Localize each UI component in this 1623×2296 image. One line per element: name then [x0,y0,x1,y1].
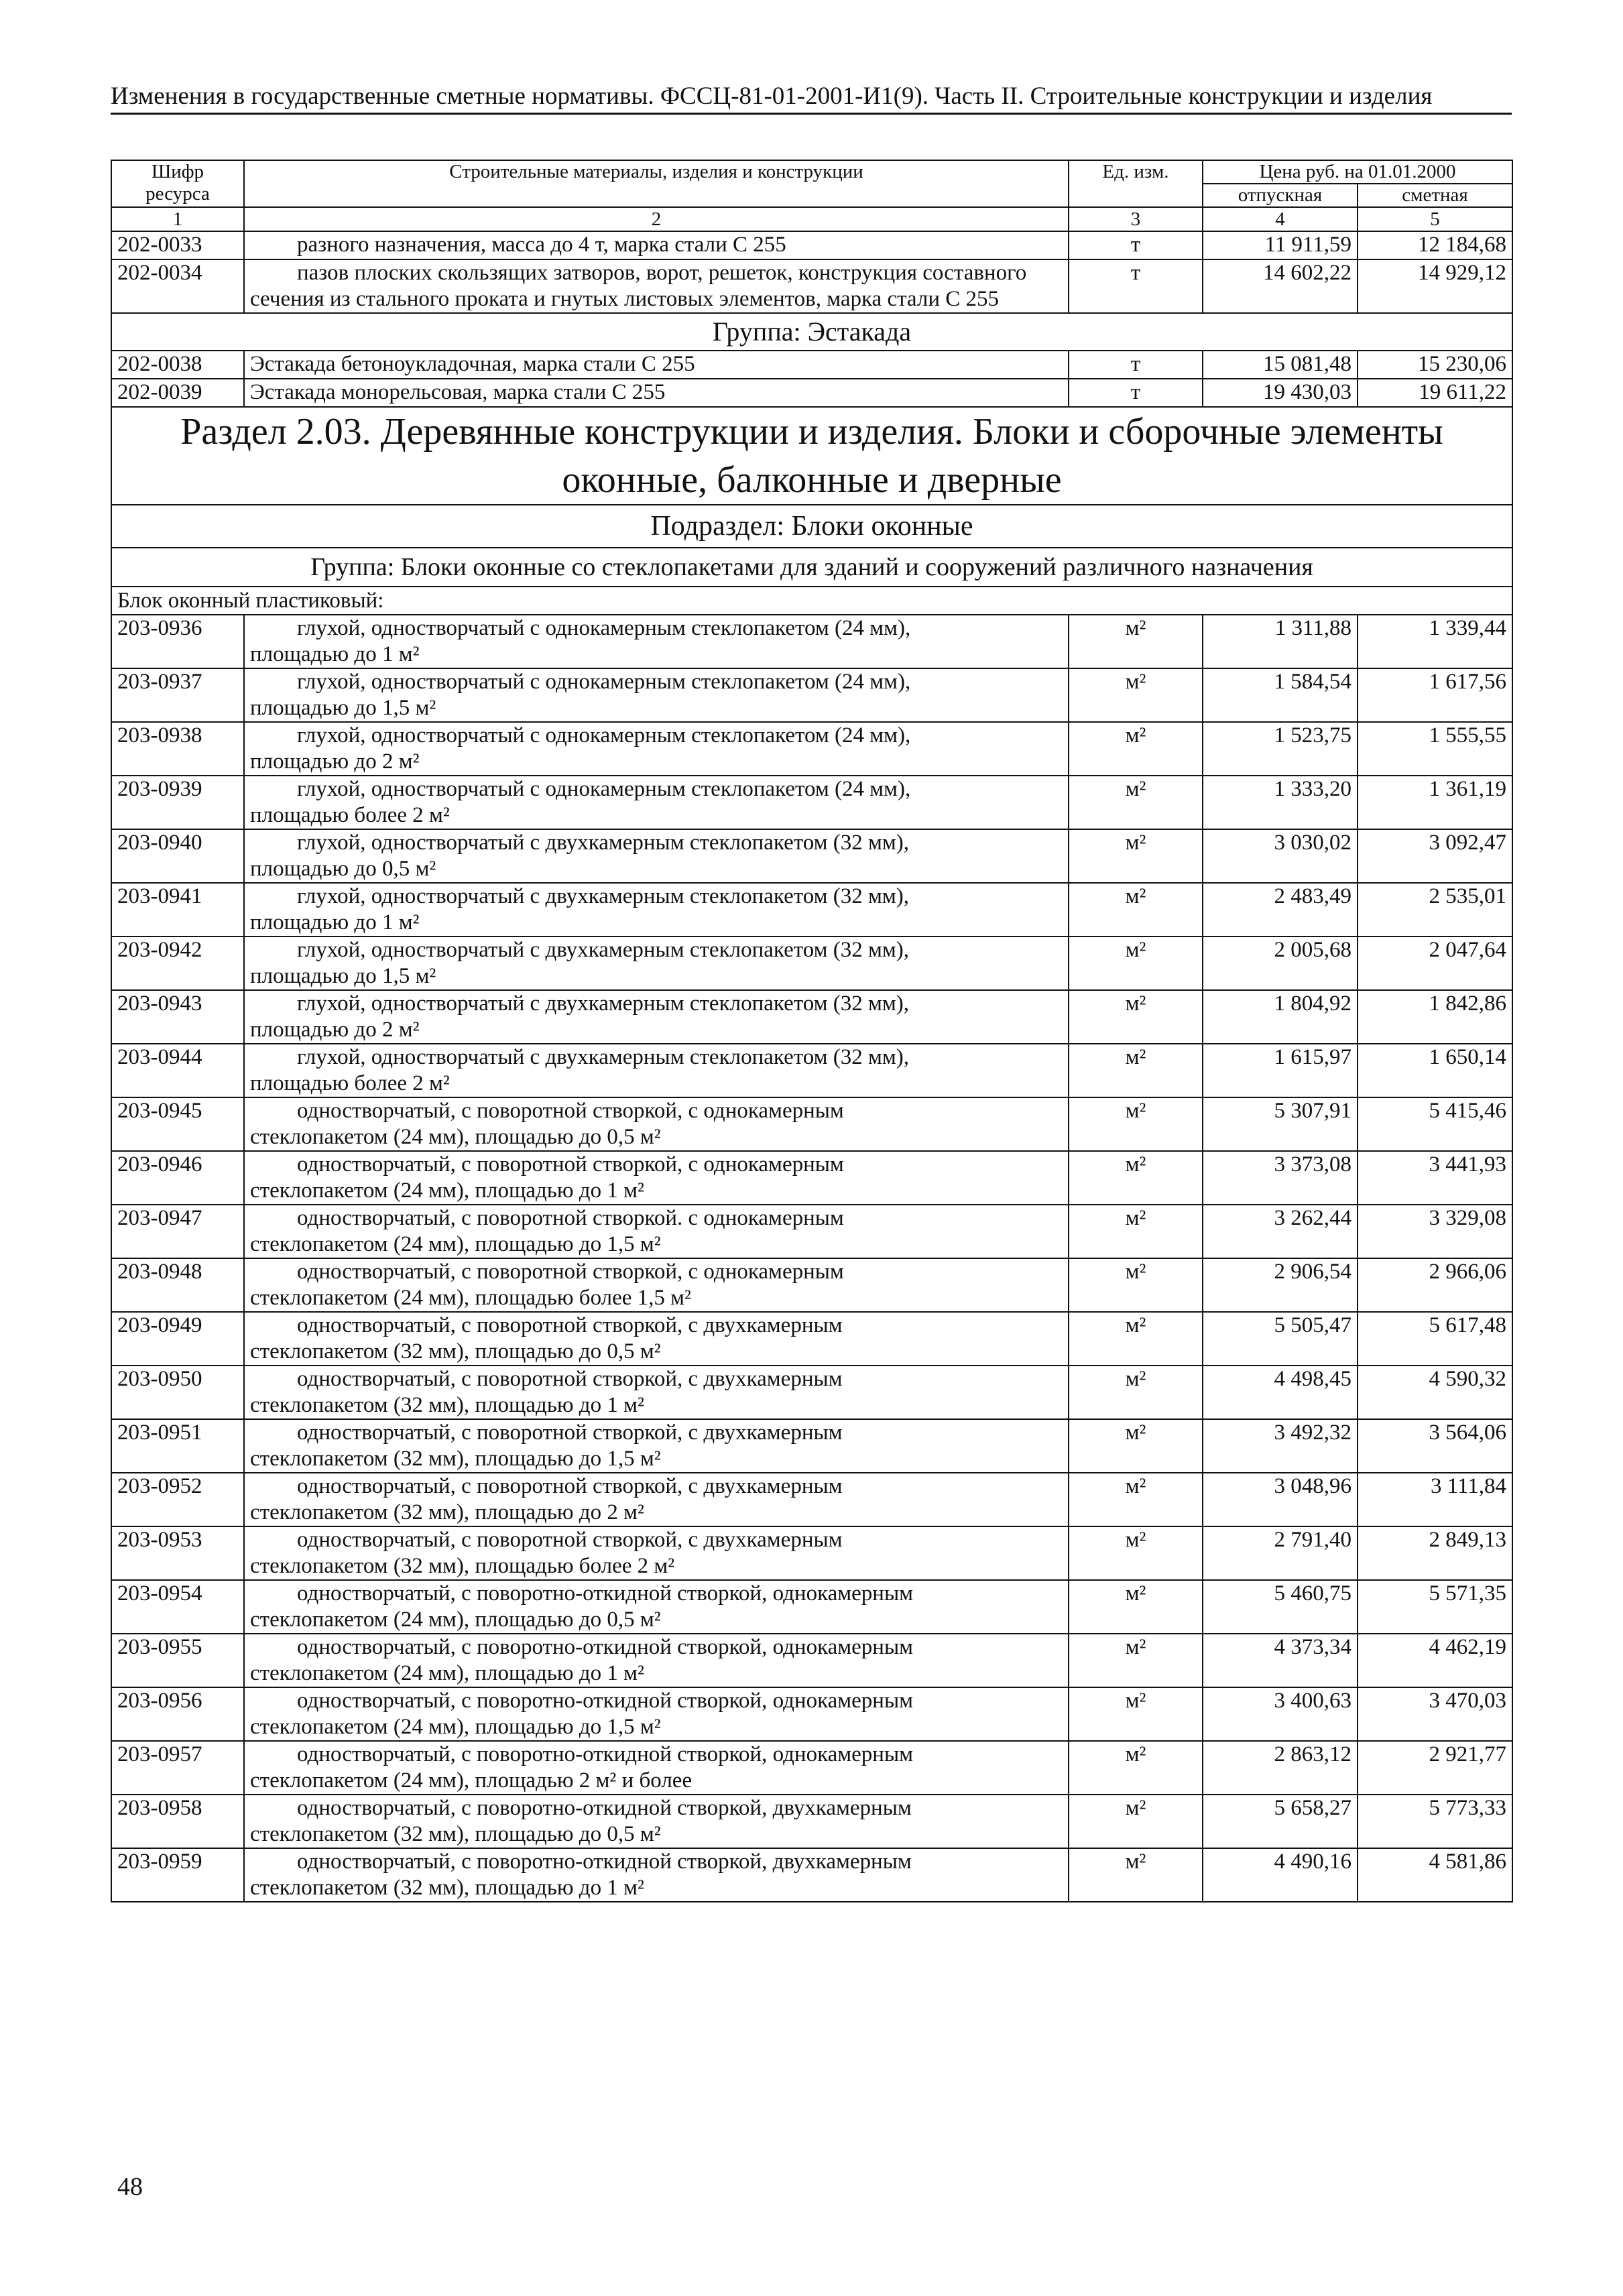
category-label: Блок оконный пластиковый: [111,587,1512,615]
resource-code: 203-0938 [111,722,244,776]
item-name [244,1473,1069,1526]
estimate-price: 2 966,06 [1358,1258,1512,1312]
item-name-line-1: одностворчатый, с поворотной створкой, с двухкамерным [297,1421,843,1445]
item-name-line-1: глухой, одностворчатый с однокамерным стеклопакетом (24 мм), [297,723,911,747]
table-row [111,1205,1512,1258]
item-name [244,1580,1069,1634]
release-price: 2 863,12 [1203,1741,1358,1795]
release-price: 3 048,96 [1203,1473,1358,1526]
item-name-line-2: площадью до 1,5 м² [250,696,436,720]
header-unit: Ед. изм. [1069,160,1203,207]
item-name-line-1: одностворчатый, с поворотной створкой, с двухкамерным [297,1367,843,1391]
item-name-line-2: площадью до 1,5 м² [250,964,436,988]
item-name-line-1: глухой, одностворчатый с однокамерным стеклопакетом (24 мм), [297,616,911,640]
unit: м² [1069,883,1203,936]
item-name-line-2: стеклопакетом (32 мм), площадью до 1 м² [250,1876,644,1900]
table-row [111,990,1512,1044]
item-name [244,1795,1069,1848]
resource-code: 203-0941 [111,883,244,936]
item-name-line-2: площадью до 1 м² [250,910,420,934]
release-price: 1 584,54 [1203,668,1358,722]
estimate-price: 3 111,84 [1358,1473,1512,1526]
unit: м² [1069,1097,1203,1151]
table-row [111,1741,1512,1795]
unit: м² [1069,722,1203,776]
resource-code: 203-0954 [111,1580,244,1634]
resource-code: 202-0039 [111,379,244,407]
table-row [111,231,1512,259]
resource-code: 203-0953 [111,1526,244,1580]
item-name [244,990,1069,1044]
table-row [111,1097,1512,1151]
release-price: 3 030,02 [1203,829,1358,883]
unit: м² [1069,1366,1203,1419]
item-name-line-2: стеклопакетом (24 мм), площадью до 0,5 м² [250,1125,661,1149]
item-name-line-1: одностворчатый, с поворотной створкой, с однокамерным [297,1260,844,1284]
item-name [244,615,1069,668]
estimate-price: 4 590,32 [1358,1366,1512,1419]
estimate-price: 5 617,48 [1358,1312,1512,1366]
release-price: 5 460,75 [1203,1580,1358,1634]
page-number: 48 [117,2173,143,2201]
estimate-price: 1 339,44 [1358,615,1512,668]
item-name-line-1: одностворчатый, с поворотно-откидной створкой, однокамерным [297,1581,914,1606]
unit: м² [1069,1473,1203,1526]
estimate-price: 4 581,86 [1358,1848,1512,1902]
unit: м² [1069,1419,1203,1473]
unit: м² [1069,1741,1203,1795]
table-row [111,1473,1512,1526]
item-name-line-2: площадью до 1 м² [250,642,420,666]
item-name-line-2: стеклопакетом (24 мм), площадью до 1 м² [250,1661,644,1685]
release-price: 1 523,75 [1203,722,1358,776]
release-price: 1 615,97 [1203,1044,1358,1097]
resource-code: 202-0034 [111,259,244,313]
unit: м² [1069,1687,1203,1741]
item-name-line-1: глухой, одностворчатый с двухкамерным стеклопакетом (32 мм), [297,991,909,1016]
unit: т [1069,231,1203,259]
unit: м² [1069,1205,1203,1258]
release-price: 1 311,88 [1203,615,1358,668]
estimate-price: 2 849,13 [1358,1526,1512,1580]
unit: м² [1069,829,1203,883]
item-name-line-2: площадью более 2 м² [250,1071,450,1095]
item-name-line-1: глухой, одностворчатый с однокамерным стеклопакетом (24 мм), [297,777,911,801]
item-name [244,668,1069,722]
table-row [111,936,1512,990]
estimate-price: 14 929,12 [1358,259,1512,313]
resource-code: 203-0948 [111,1258,244,1312]
estimate-price: 15 230,06 [1358,351,1512,379]
table-row [111,1419,1512,1473]
unit: м² [1069,1580,1203,1634]
item-name [244,1848,1069,1902]
item-name-line-2: стеклопакетом (24 мм), площадью более 1,5 м² [250,1286,691,1310]
release-price: 14 602,22 [1203,259,1358,313]
resource-code: 203-0937 [111,668,244,722]
table-row [111,1312,1512,1366]
running-header: Изменения в государственные сметные нормативы. ФССЦ-81-01-2001-И1(9). Часть II. Строительные конструкции и изделия [111,82,1512,115]
unit: м² [1069,1151,1203,1205]
unit: м² [1069,668,1203,722]
table-row [111,722,1512,776]
table-row [111,883,1512,936]
resource-code: 203-0944 [111,1044,244,1097]
unit: м² [1069,936,1203,990]
estimate-price: 3 564,06 [1358,1419,1512,1473]
item-name-line-2: стеклопакетом (32 мм), площадью до 1,5 м² [250,1447,661,1471]
release-price: 3 373,08 [1203,1151,1358,1205]
item-name-line-2: площадью до 2 м² [250,749,420,774]
item-name-line-2: площадью до 0,5 м² [250,857,436,881]
item-name [244,1258,1069,1312]
item-name-line-1: одностворчатый, с поворотной створкой, с двухкамерным [297,1528,843,1552]
release-price: 2 791,40 [1203,1526,1358,1580]
unit: т [1069,259,1203,313]
release-price: 1 333,20 [1203,776,1358,829]
table-row [111,1258,1512,1312]
estimate-price: 5 773,33 [1358,1795,1512,1848]
table-row [111,776,1512,829]
estimate-price: 5 571,35 [1358,1580,1512,1634]
release-price: 4 498,45 [1203,1366,1358,1419]
item-name-line-1: одностворчатый, с поворотной створкой, с двухкамерным [297,1474,843,1498]
subsection-heading: Подраздел: Блоки оконные [111,505,1512,548]
release-price: 4 373,34 [1203,1634,1358,1687]
resource-code: 203-0958 [111,1795,244,1848]
resource-code: 203-0947 [111,1205,244,1258]
release-price: 5 505,47 [1203,1312,1358,1366]
unit: т [1069,351,1203,379]
table-row [111,1151,1512,1205]
table-row [111,1848,1512,1902]
release-price: 3 492,32 [1203,1419,1358,1473]
estimate-price: 3 092,47 [1358,829,1512,883]
resource-code: 203-0950 [111,1366,244,1419]
group-heading: Группа: Блоки оконные со стеклопакетами для зданий и сооружений различного назначения [111,548,1512,587]
item-name [244,1151,1069,1205]
item-name-line-2: стеклопакетом (32 мм), площадью до 0,5 м² [250,1822,661,1846]
unit: м² [1069,615,1203,668]
resource-code: 203-0957 [111,1741,244,1795]
estimate-price: 2 921,77 [1358,1741,1512,1795]
item-name-line-1: одностворчатый, с поворотно-откидной створкой, однокамерным [297,1689,914,1713]
table-row [111,668,1512,722]
item-name-line-2: стеклопакетом (32 мм), площадью более 2 м² [250,1554,675,1578]
item-name-line-2: стеклопакетом (24 мм), площадью до 0,5 м² [250,1608,661,1632]
item-name [244,1044,1069,1097]
column-number: 3 [1069,207,1203,231]
item-name [244,1634,1069,1687]
release-price: 4 490,16 [1203,1848,1358,1902]
column-number: 4 [1203,207,1358,231]
estimate-price: 1 650,14 [1358,1044,1512,1097]
release-price: 11 911,59 [1203,231,1358,259]
item-name: Эстакада бетоноукладочная, марка стали С 255 [244,351,1069,379]
resource-code: 202-0033 [111,231,244,259]
estimate-price: 19 611,22 [1358,379,1512,407]
item-name-line-1: одностворчатый, с поворотной створкой. с однокамерным [297,1206,844,1230]
estimate-price: 2 047,64 [1358,936,1512,990]
resource-code: 203-0940 [111,829,244,883]
item-name [244,1366,1069,1419]
item-name [244,1419,1069,1473]
release-price: 3 400,63 [1203,1687,1358,1741]
resource-code: 203-0945 [111,1097,244,1151]
resource-code: 203-0949 [111,1312,244,1366]
unit: м² [1069,1526,1203,1580]
unit: м² [1069,1795,1203,1848]
table-row [111,1044,1512,1097]
unit: м² [1069,1044,1203,1097]
item-name-line-1: одностворчатый, с поворотно-откидной створкой, двухкамерным [297,1850,912,1874]
release-price: 2 005,68 [1203,936,1358,990]
table-row [111,615,1512,668]
resource-code: 203-0943 [111,990,244,1044]
section-heading: Раздел 2.03. Деревянные конструкции и изделия. Блоки и сборочные элементы оконные, балконные и дверные [111,407,1512,505]
estimate-price: 2 535,01 [1358,883,1512,936]
item-name-line-2: площадью более 2 м² [250,803,450,827]
estimate-price: 1 617,56 [1358,668,1512,722]
item-name-line-1: одностворчатый, с поворотно-откидной створкой, однокамерным [297,1635,914,1659]
resource-code: 203-0946 [111,1151,244,1205]
unit: м² [1069,1312,1203,1366]
item-name-line-2: стеклопакетом (24 мм), площадью до 1,5 м² [250,1715,661,1739]
unit: т [1069,379,1203,407]
header-release-price: отпускная [1203,184,1358,207]
resource-code: 203-0942 [111,936,244,990]
unit: м² [1069,990,1203,1044]
unit: м² [1069,1634,1203,1687]
header-name: Строительные материалы, изделия и конструкции [244,160,1069,207]
item-name-line-1: глухой, одностворчатый с двухкамерным стеклопакетом (32 мм), [297,831,909,855]
resource-code: 203-0951 [111,1419,244,1473]
estimate-price: 12 184,68 [1358,231,1512,259]
item-name-line-1: глухой, одностворчатый с двухкамерным стеклопакетом (32 мм), [297,938,909,962]
window-rows [111,615,1512,1902]
unit: м² [1069,776,1203,829]
table-row [111,829,1512,883]
resource-code: 203-0939 [111,776,244,829]
header-estimate-price: сметная [1358,184,1512,207]
resource-code: 203-0956 [111,1687,244,1741]
column-number: 5 [1358,207,1512,231]
item-name-line-1: глухой, одностворчатый с двухкамерным стеклопакетом (32 мм), [297,884,909,908]
table-row [111,1634,1512,1687]
release-price: 2 906,54 [1203,1258,1358,1312]
estimate-price: 1 361,19 [1358,776,1512,829]
release-price: 3 262,44 [1203,1205,1358,1258]
item-name-line-2: стеклопакетом (32 мм), площадью до 0,5 м² [250,1339,661,1364]
item-name [244,1205,1069,1258]
item-name [244,1741,1069,1795]
estimate-price: 5 415,46 [1358,1097,1512,1151]
table-row [111,1526,1512,1580]
item-name [244,1097,1069,1151]
item-name: разного назначения, масса до 4 т, марка стали С 255 [244,231,1069,259]
item-name-line-2: стеклопакетом (24 мм), площадью 2 м² и более [250,1768,693,1793]
item-name-line-1: одностворчатый, с поворотно-откидной створкой, однокамерным [297,1742,914,1766]
item-name [244,883,1069,936]
unit: м² [1069,1848,1203,1902]
column-number: 2 [244,207,1069,231]
table-row [111,1366,1512,1419]
table-row [111,1795,1512,1848]
unit: м² [1069,1258,1203,1312]
estimate-price: 3 441,93 [1358,1151,1512,1205]
item-name [244,1526,1069,1580]
table-row [111,1687,1512,1741]
item-name [244,1312,1069,1366]
resource-code: 203-0936 [111,615,244,668]
item-name [244,1687,1069,1741]
release-price: 5 658,27 [1203,1795,1358,1848]
table-row [111,351,1512,379]
resource-code: 202-0038 [111,351,244,379]
item-name-line-1: глухой, одностворчатый с двухкамерным стеклопакетом (32 мм), [297,1045,909,1069]
release-price: 19 430,03 [1203,379,1358,407]
column-number: 1 [111,207,244,231]
resource-code: 203-0959 [111,1848,244,1902]
item-name: Эстакада монорельсовая, марка стали С 255 [244,379,1069,407]
item-name-line-2: стеклопакетом (32 мм), площадью до 1 м² [250,1393,644,1417]
item-name [244,722,1069,776]
estimate-price: 1 555,55 [1358,722,1512,776]
resource-code: 203-0955 [111,1634,244,1687]
item-name: пазов плоских скользящих затворов, ворот, решеток, конструкция составного сечения из стального проката и гнутых листовых элементов, марка стали С 255 [244,259,1069,313]
item-name [244,776,1069,829]
estimate-price: 4 462,19 [1358,1634,1512,1687]
release-price: 2 483,49 [1203,883,1358,936]
release-price: 5 307,91 [1203,1097,1358,1151]
item-name-line-1: глухой, одностворчатый с однокамерным стеклопакетом (24 мм), [297,670,911,694]
header-price: Цена руб. на 01.01.2000 [1203,160,1512,184]
item-name-line-2: площадью до 2 м² [250,1018,420,1042]
price-table [111,160,1513,1902]
item-name [244,829,1069,883]
item-name-line-2: стеклопакетом (24 мм), площадью до 1,5 м² [250,1232,661,1256]
table-row [111,379,1512,407]
item-name-line-2: стеклопакетом (24 мм), площадью до 1 м² [250,1179,644,1203]
table-row [111,259,1512,313]
release-price: 1 804,92 [1203,990,1358,1044]
group-heading: Группа: Эстакада [111,313,1512,351]
item-name-line-1: одностворчатый, с поворотной створкой, с двухкамерным [297,1313,843,1337]
estimate-price: 3 470,03 [1358,1687,1512,1741]
header-code: Шифр ресурса [111,160,244,207]
release-price: 15 081,48 [1203,351,1358,379]
item-name-line-1: одностворчатый, с поворотной створкой, с однокамерным [297,1152,844,1176]
item-name-line-1: одностворчатый, с поворотной створкой, с однокамерным [297,1099,844,1123]
estimate-price: 1 842,86 [1358,990,1512,1044]
resource-code: 203-0952 [111,1473,244,1526]
item-name-line-1: одностворчатый, с поворотно-откидной створкой, двухкамерным [297,1796,912,1820]
table-row [111,1580,1512,1634]
item-name-line-2: стеклопакетом (32 мм), площадью до 2 м² [250,1500,644,1524]
item-name [244,936,1069,990]
estimate-price: 3 329,08 [1358,1205,1512,1258]
